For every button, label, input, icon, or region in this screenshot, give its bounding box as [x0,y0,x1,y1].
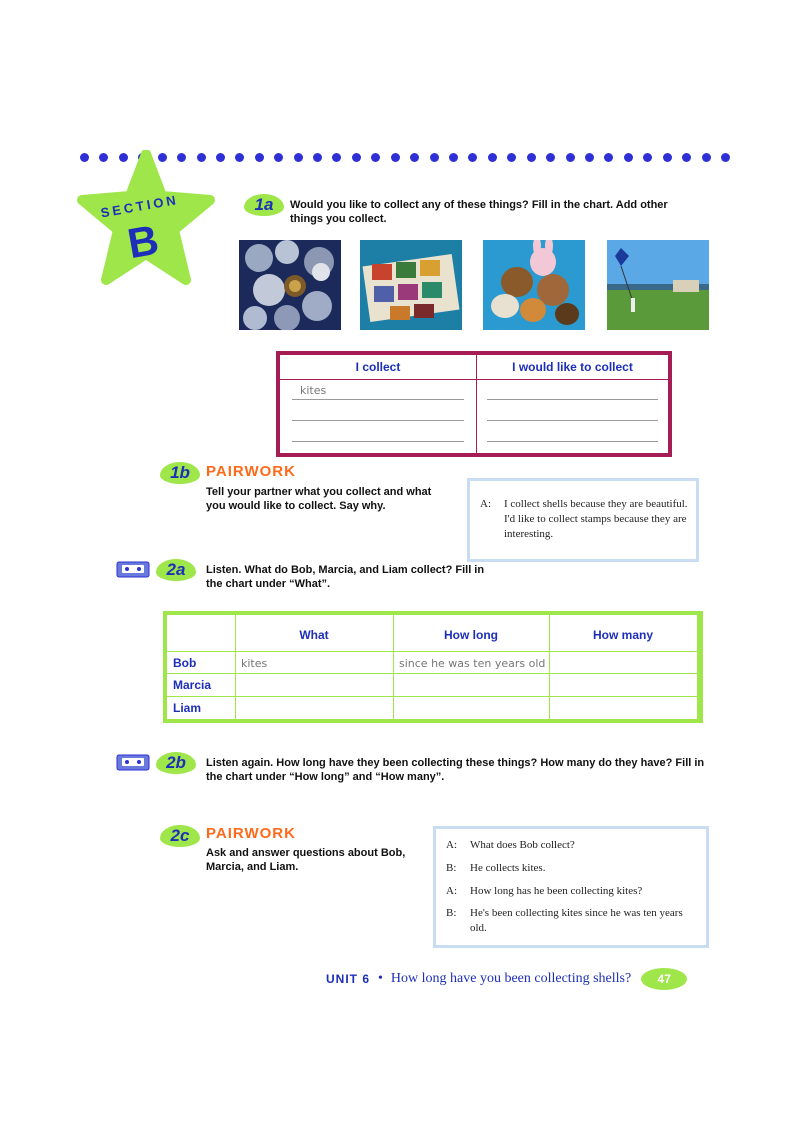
rule-dot [449,153,458,162]
rule-dot [430,153,439,162]
instruction-1a: Would you like to collect any of these things? Fill in the chart. Add other things you collect. [290,199,668,225]
rule-dot [332,153,341,162]
entry-kites: kites [300,384,327,397]
row-name-bob: Bob [173,656,197,670]
rule-dot [255,153,264,162]
header-what: What [299,628,329,642]
rule-dot [643,153,652,162]
dialogue-line: He collects kites. [470,862,546,874]
rule-dot [294,153,303,162]
rule-dot [235,153,244,162]
rule-dot [702,153,711,162]
instruction-2a: Listen. What do Bob, Marcia, and Liam collect? Fill in the chart under “What”. [206,564,485,590]
rule-dot [216,153,225,162]
rule-dot [352,153,361,162]
speaker-label: A: [480,498,491,510]
row-name-liam: Liam [173,701,202,715]
footer-bullet: • [378,971,383,986]
exercise-badge-1a: 1a [244,194,284,216]
rule-dot [527,153,536,162]
header-would-like: I would like to collect [477,355,668,380]
unit-title: How long have you been collecting shells? [390,971,632,986]
pairwork-heading-1b: PAIRWORK [206,463,296,480]
speaker-label: A: [446,839,457,851]
rule-dot [274,153,283,162]
write-line[interactable] [487,441,658,442]
exercise-badge-2a: 2a [156,559,196,581]
collect-column [280,355,477,453]
header-how-many: How many [592,628,653,642]
section-label: SECTION [99,191,180,221]
kite-photo [607,240,709,330]
rule-dot [663,153,672,162]
dialogue-line: I collect shells because they are beautiful. I'd like to collect stamps because they are interesting. [504,498,688,540]
collecting-chart [163,611,703,723]
rule-dot [371,153,380,162]
dialogue-box-2c [433,826,709,948]
row-name-marcia: Marcia [173,678,212,692]
toys-photo [483,240,585,330]
write-line[interactable] [487,420,658,421]
collect-chart [276,351,672,457]
cassette-icon [116,561,150,578]
rule-dot [507,153,516,162]
rule-dot [410,153,419,162]
cassette-icon [116,754,150,771]
rule-dot [546,153,555,162]
instruction-1b: Tell your partner what you collect and what you would like to collect. Say why. [206,486,432,512]
cell-bob-how-long: since he was ten years old [399,657,546,670]
section-letter: B [124,215,163,268]
rule-dot [721,153,730,162]
write-line[interactable] [292,399,464,400]
dialogue-line: How long has he been collecting kites? [470,885,643,897]
page-footer [326,968,687,990]
instruction-2b: Listen again. How long have they been collecting these things? How many do they have? Fill in the chart under “How long” and “How many”. [206,757,705,783]
header-how-long: How long [444,628,498,642]
dialogue-line: He's been collecting kites since he was ten years old. [470,907,683,934]
dialogue-box-1b [467,478,699,562]
pairwork-heading-2c: PAIRWORK [206,825,296,842]
speaker-label: A: [446,885,457,897]
rule-dot [391,153,400,162]
would-like-column [477,355,668,453]
dialogue-line: What does Bob collect? [470,839,575,851]
unit-label: UNIT 6 [326,972,371,986]
instruction-2c: Ask and answer questions about Bob, Marcia, and Liam. [206,847,406,873]
exercise-badge-1b: 1b [160,462,200,484]
write-line[interactable] [292,420,464,421]
rule-dot [624,153,633,162]
exercise-badge-2b: 2b [156,752,196,774]
write-line[interactable] [487,399,658,400]
exercise-badge-2c: 2c [160,825,200,847]
cell-bob-what: kites [241,657,268,670]
rule-dot [682,153,691,162]
rule-dot [488,153,497,162]
rule-dot [566,153,575,162]
speaker-label: B: [446,862,457,874]
rule-dot [468,153,477,162]
rule-dot [604,153,613,162]
stamps-photo [360,240,462,330]
rule-dot [313,153,322,162]
write-line[interactable] [292,441,464,442]
coins-photo [239,240,341,330]
speaker-label: B: [446,907,457,919]
page-number: 47 [641,968,687,990]
rule-dot [585,153,594,162]
header-i-collect: I collect [280,355,476,380]
